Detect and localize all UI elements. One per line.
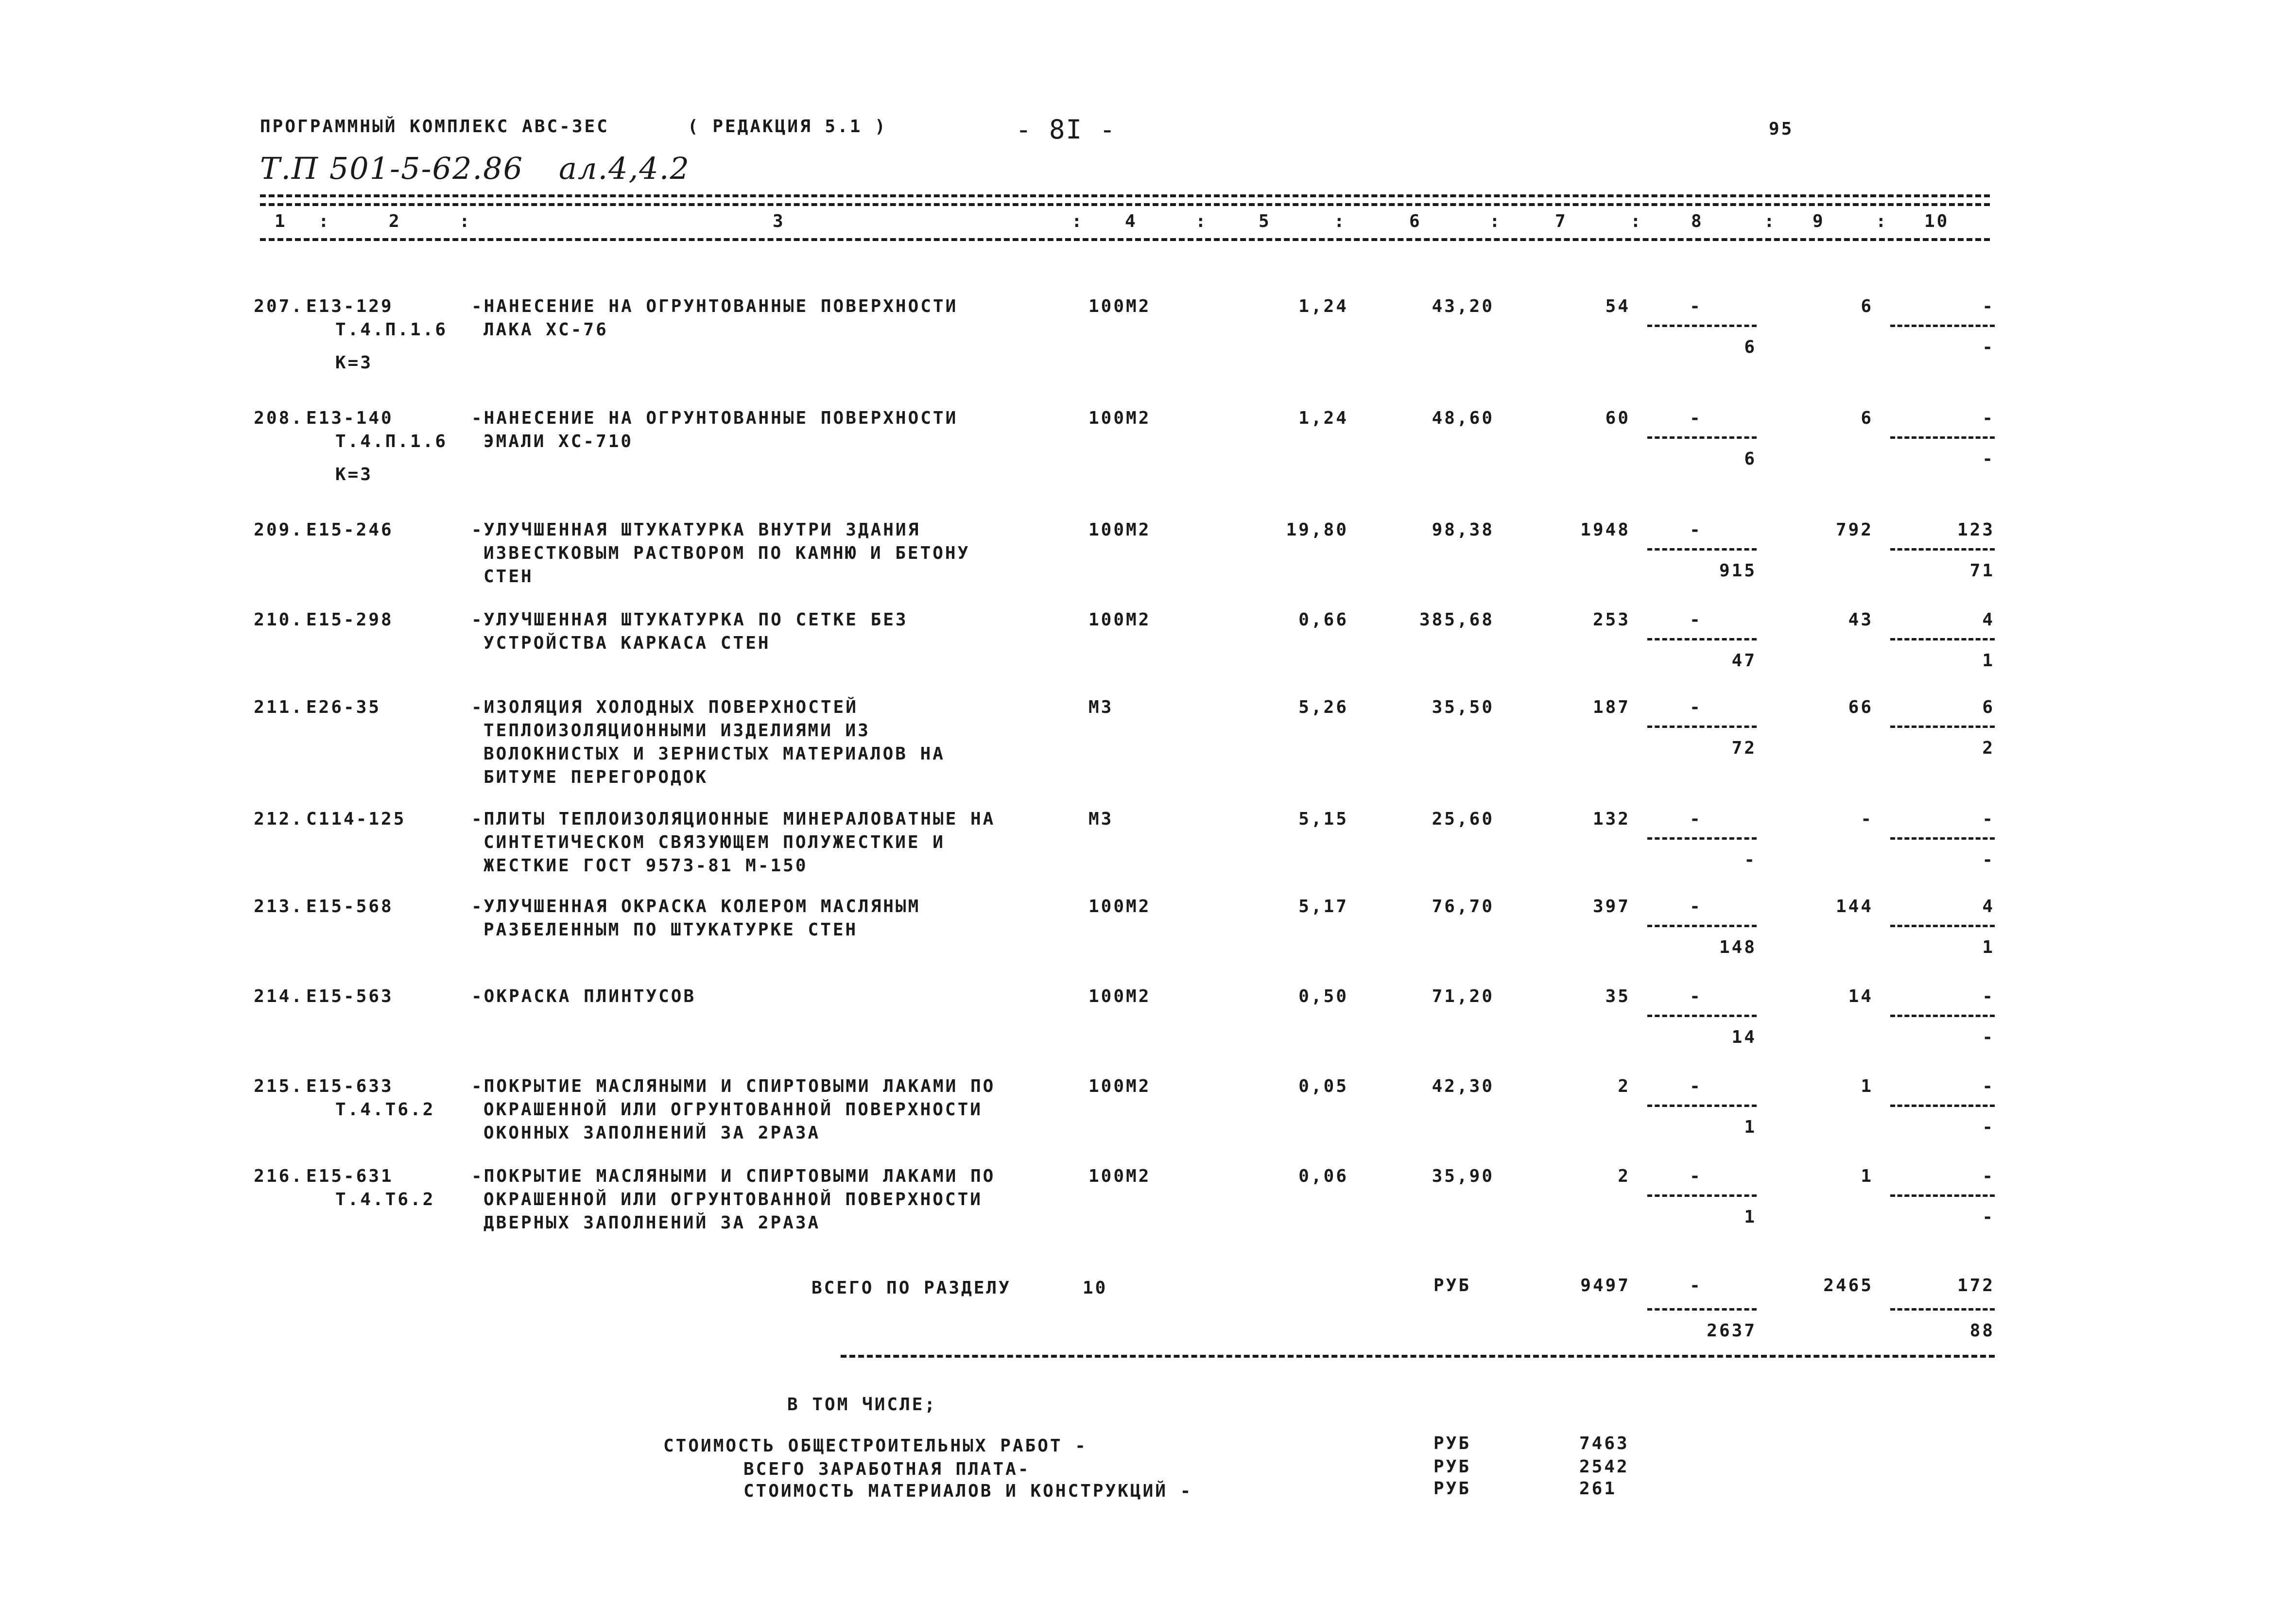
row-description-line: СИНТЕТИЧЕСКОМ СВЯЗУЮЩЕМ ПОЛУЖЕСТКИЕ И <box>483 832 945 852</box>
row-c8-divider <box>1647 638 1757 640</box>
row-description-line: ТЕПЛОИЗОЛЯЦИОННЫМИ ИЗДЕЛИЯМИ ИЗ <box>483 721 870 741</box>
doc-code: Т.П 501-5-62.86 <box>260 151 524 186</box>
row-c9: 66 <box>1848 697 1873 717</box>
row-code-note: Т.4.П.1.6 <box>335 320 448 340</box>
col-sep: : <box>1876 211 1888 231</box>
row-number: 215. <box>254 1076 304 1096</box>
col-sep: : <box>1630 211 1643 231</box>
summary-label-1: СТОИМОСТЬ ОБЩЕСТРОИТЕЛЬНЫХ РАБОТ - <box>663 1436 1088 1456</box>
row-c10-divider <box>1890 726 1995 728</box>
row-description-line: -ПОКРЫТИЕ МАСЛЯНЫМИ И СПИРТОВЫМИ ЛАКАМИ ПО <box>471 1076 996 1096</box>
row-quantity: 5,15 <box>1298 809 1348 829</box>
row-quantity: 0,05 <box>1298 1076 1348 1096</box>
total-c10-top: 172 <box>1957 1276 1995 1296</box>
row-code: Е13-129 <box>306 296 394 316</box>
row-coefficient: К=3 <box>335 353 373 373</box>
row-c10-bottom: - <box>1982 1027 1995 1047</box>
header-rule-top <box>260 194 1990 197</box>
row-description-line: ОКРАШЕННОЙ ИЛИ ОГРУНТОВАННОЙ ПОВЕРХНОСТИ <box>483 1190 983 1210</box>
row-number: 211. <box>254 697 304 717</box>
row-code: Е26-35 <box>306 697 381 717</box>
row-quantity: 1,24 <box>1298 296 1348 316</box>
row-description-line: ЭМАЛИ ХС-710 <box>483 432 634 451</box>
col-header-2: 2 <box>389 211 401 231</box>
row-c8-divider <box>1647 1015 1757 1017</box>
summary-label-3: СТОИМОСТЬ МАТЕРИАЛОВ И КОНСТРУКЦИЙ - <box>743 1481 1193 1501</box>
summary-label-2: ВСЕГО ЗАРАБОТНАЯ ПЛАТА- <box>743 1459 1031 1479</box>
row-description-line: ОКРАШЕННОЙ ИЛИ ОГРУНТОВАННОЙ ПОВЕРХНОСТИ <box>483 1100 983 1120</box>
row-quantity: 0,50 <box>1298 986 1348 1006</box>
row-c8-bottom: 6 <box>1744 337 1757 357</box>
row-number: 210. <box>254 610 304 630</box>
row-c10-divider <box>1890 925 1995 927</box>
row-quantity: 1,24 <box>1298 408 1348 428</box>
row-c8-top: - <box>1690 1166 1702 1186</box>
row-description-line: ВОЛОКНИСТЫХ И ЗЕРНИСТЫХ МАТЕРИАЛОВ НА <box>483 744 945 764</box>
row-c10-divider <box>1890 1015 1995 1017</box>
row-code: Е15-568 <box>306 897 394 916</box>
row-c8-bottom: 6 <box>1744 449 1757 469</box>
row-total-cost: 35 <box>1605 986 1630 1006</box>
row-c10-bottom: 1 <box>1982 651 1995 671</box>
row-total-cost: 253 <box>1592 610 1630 630</box>
row-c10-top: 4 <box>1982 897 1995 916</box>
row-quantity: 5,26 <box>1298 697 1348 717</box>
edition-label: ( РЕДАКЦИЯ 5.1 ) <box>688 117 887 137</box>
row-c10-bottom: 1 <box>1982 937 1995 957</box>
row-number: 213. <box>254 897 304 916</box>
program-title: ПРОГРАММНЫЙ КОМПЛЕКС АВС-3ЕС <box>260 117 609 137</box>
row-c9: 792 <box>1835 520 1873 540</box>
row-description-line: ЛАКА ХС-76 <box>483 320 608 340</box>
total-c8-bottom: 2637 <box>1707 1321 1757 1341</box>
row-description-line: -ПОКРЫТИЕ МАСЛЯНЫМИ И СПИРТОВЫМИ ЛАКАМИ ПО <box>471 1166 996 1186</box>
row-c9: 144 <box>1835 897 1873 916</box>
summary-value-1: 7463 <box>1579 1434 1629 1453</box>
row-number: 212. <box>254 809 304 829</box>
row-total-cost: 187 <box>1592 697 1630 717</box>
row-c10-divider <box>1890 436 1995 439</box>
col-header-3: 3 <box>773 211 785 231</box>
row-description-line: ЖЕСТКИЕ ГОСТ 9573-81 М-150 <box>483 856 808 876</box>
row-code: Е15-633 <box>306 1076 394 1096</box>
row-unit: 100М2 <box>1088 1166 1151 1186</box>
row-c10-bottom: - <box>1982 850 1995 870</box>
col-sep: : <box>459 211 472 231</box>
summary-unit-3: РУБ <box>1433 1479 1471 1499</box>
total-c8-top: - <box>1690 1276 1702 1296</box>
row-c8-divider <box>1647 436 1757 439</box>
total-c9: 2465 <box>1823 1276 1873 1296</box>
row-description-line: -НАНЕСЕНИЕ НА ОГРУНТОВАННЫЕ ПОВЕРХНОСТИ <box>471 296 958 316</box>
row-code-note: Т.4.Т6.2 <box>335 1190 435 1210</box>
row-number: 216. <box>254 1166 304 1186</box>
row-description-line: -УЛУЧШЕННАЯ ШТУКАТУРКА ПО СЕТКЕ БЕЗ <box>471 610 908 630</box>
row-c10-bottom: - <box>1982 1117 1995 1137</box>
row-c8-top: - <box>1690 408 1702 428</box>
row-c9: 1 <box>1861 1166 1873 1186</box>
row-code: Е13-140 <box>306 408 394 428</box>
row-c8-divider <box>1647 325 1757 327</box>
row-description-line: -УЛУЧШЕННАЯ ОКРАСКА КОЛЕРОМ МАСЛЯНЫМ <box>471 897 921 916</box>
row-total-cost: 2 <box>1618 1166 1630 1186</box>
total-c10-divider <box>1890 1308 1995 1311</box>
row-description-line: УСТРОЙСТВА КАРКАСА СТЕН <box>483 633 771 653</box>
row-description-line: -УЛУЧШЕННАЯ ШТУКАТУРКА ВНУТРИ ЗДАНИЯ <box>471 520 921 540</box>
summary-unit-1: РУБ <box>1433 1434 1471 1453</box>
row-number: 207. <box>254 296 304 316</box>
row-unit: 100М2 <box>1088 1076 1151 1096</box>
row-c8-bottom: 47 <box>1731 651 1757 671</box>
row-description-line: ИЗВЕСТКОВЫМ РАСТВОРОМ ПО КАМНЮ И БЕТОНУ <box>483 543 970 563</box>
row-c10-bottom: - <box>1982 1207 1995 1227</box>
row-description-line: ОКОННЫХ ЗАПОЛНЕНИЙ ЗА 2РАЗА <box>483 1123 821 1143</box>
row-unit-price: 48,60 <box>1432 408 1494 428</box>
row-c10-top: 123 <box>1957 520 1995 540</box>
row-c8-bottom: 1 <box>1744 1117 1757 1137</box>
total-unit: РУБ <box>1433 1276 1471 1296</box>
row-c8-divider <box>1647 925 1757 927</box>
header-rule-top-2 <box>260 203 1990 206</box>
row-c10-top: 4 <box>1982 610 1995 630</box>
row-c8-divider <box>1647 1105 1757 1107</box>
row-total-cost: 132 <box>1592 809 1630 829</box>
row-c8-top: - <box>1690 520 1702 540</box>
row-c10-top: - <box>1982 408 1995 428</box>
row-unit: 100М2 <box>1088 408 1151 428</box>
row-description-line: ДВЕРНЫХ ЗАПОЛНЕНИЙ ЗА 2РАЗА <box>483 1213 821 1233</box>
summary-unit-2: РУБ <box>1433 1457 1471 1477</box>
row-code: Е15-631 <box>306 1166 394 1186</box>
row-unit-price: 42,30 <box>1432 1076 1494 1096</box>
row-code: С114-125 <box>306 809 406 829</box>
row-c8-top: - <box>1690 296 1702 316</box>
row-unit-price: 385,68 <box>1419 610 1494 630</box>
col-header-4: 4 <box>1125 211 1138 231</box>
row-c8-top: - <box>1690 1076 1702 1096</box>
row-description-line: -ПЛИТЫ ТЕПЛОИЗОЛЯЦИОННЫЕ МИНЕРАЛОВАТНЫЕ НА <box>471 809 996 829</box>
col-sep: : <box>1489 211 1502 231</box>
col-sep: : <box>1334 211 1347 231</box>
total-section: 10 <box>1083 1278 1108 1298</box>
total-c10-bottom: 88 <box>1969 1321 1995 1341</box>
row-code: Е15-246 <box>306 520 394 540</box>
row-code-note: Т.4.Т6.2 <box>335 1100 435 1120</box>
col-header-5: 5 <box>1259 211 1271 231</box>
row-c8-divider <box>1647 837 1757 840</box>
row-quantity: 19,80 <box>1286 520 1348 540</box>
row-c8-bottom: 1 <box>1744 1207 1757 1227</box>
row-c8-bottom: 72 <box>1731 738 1757 758</box>
sheet-number: 95 <box>1769 119 1794 139</box>
row-c10-divider <box>1890 325 1995 327</box>
row-c10-divider <box>1890 638 1995 640</box>
row-quantity: 0,06 <box>1298 1166 1348 1186</box>
row-description-line: -ОКРАСКА ПЛИНТУСОВ <box>471 986 696 1006</box>
row-number: 214. <box>254 986 304 1006</box>
row-c9: 43 <box>1848 610 1873 630</box>
row-c10-divider <box>1890 837 1995 840</box>
row-c9: - <box>1861 809 1873 829</box>
total-c8-divider <box>1647 1308 1757 1311</box>
row-coefficient: К=3 <box>335 465 373 484</box>
row-c10-divider <box>1890 1194 1995 1197</box>
row-number: 208. <box>254 408 304 428</box>
col-sep: : <box>1071 211 1084 231</box>
row-c10-top: - <box>1982 1166 1995 1186</box>
row-c10-bottom: - <box>1982 449 1995 469</box>
col-header-8: 8 <box>1691 211 1704 231</box>
row-unit-price: 98,38 <box>1432 520 1494 540</box>
row-total-cost: 54 <box>1605 296 1630 316</box>
col-header-9: 9 <box>1813 211 1825 231</box>
row-code: Е15-563 <box>306 986 394 1006</box>
row-code-note: Т.4.П.1.6 <box>335 432 448 451</box>
row-c8-top: - <box>1690 809 1702 829</box>
row-unit-price: 43,20 <box>1432 296 1494 316</box>
row-c10-bottom: 71 <box>1969 561 1995 581</box>
row-total-cost: 397 <box>1592 897 1630 916</box>
row-c9: 14 <box>1848 986 1873 1006</box>
row-c8-top: - <box>1690 897 1702 916</box>
row-quantity: 0,66 <box>1298 610 1348 630</box>
row-c8-bottom: 915 <box>1719 561 1757 581</box>
row-c10-divider <box>1890 1105 1995 1107</box>
row-c10-top: - <box>1982 986 1995 1006</box>
row-unit-price: 71,20 <box>1432 986 1494 1006</box>
summary-value-2: 2542 <box>1579 1457 1629 1477</box>
row-unit: 100М2 <box>1088 520 1151 540</box>
row-c10-top: - <box>1982 1076 1995 1096</box>
row-quantity: 5,17 <box>1298 897 1348 916</box>
row-c8-bottom: - <box>1744 850 1757 870</box>
row-c10-top: - <box>1982 809 1995 829</box>
row-unit: М3 <box>1088 809 1114 829</box>
col-header-7: 7 <box>1555 211 1568 231</box>
row-c10-divider <box>1890 548 1995 551</box>
row-c10-top: 6 <box>1982 697 1995 717</box>
col-sep: : <box>1764 211 1777 231</box>
row-unit-price: 76,70 <box>1432 897 1494 916</box>
row-c8-divider <box>1647 548 1757 551</box>
row-c8-top: - <box>1690 610 1702 630</box>
row-description-line: СТЕН <box>483 567 534 587</box>
row-c10-top: - <box>1982 296 1995 316</box>
summary-heading: В ТОМ ЧИСЛЕ; <box>787 1395 937 1415</box>
col-header-6: 6 <box>1409 211 1422 231</box>
row-c9: 1 <box>1861 1076 1873 1096</box>
col-header-10: 10 <box>1924 211 1950 231</box>
row-c8-top: - <box>1690 697 1702 717</box>
row-c8-bottom: 148 <box>1719 937 1757 957</box>
row-c8-bottom: 14 <box>1731 1027 1757 1047</box>
header-rule-bottom <box>260 238 1990 241</box>
row-unit: М3 <box>1088 697 1114 717</box>
row-unit: 100М2 <box>1088 986 1151 1006</box>
total-label: ВСЕГО ПО РАЗДЕЛУ <box>811 1278 1011 1298</box>
col-sep: : <box>318 211 331 231</box>
row-unit: 100М2 <box>1088 610 1151 630</box>
row-unit-price: 35,90 <box>1432 1166 1494 1186</box>
row-total-cost: 1948 <box>1580 520 1630 540</box>
row-unit: 100М2 <box>1088 897 1151 916</box>
row-number: 209. <box>254 520 304 540</box>
total-amount: 9497 <box>1580 1276 1630 1296</box>
page-number: - 8I - <box>1016 114 1117 145</box>
col-sep: : <box>1195 211 1208 231</box>
row-code: Е15-298 <box>306 610 394 630</box>
row-c10-bottom: - <box>1982 337 1995 357</box>
summary-value-3: 261 <box>1579 1479 1617 1499</box>
row-c8-top: - <box>1690 986 1702 1006</box>
row-unit-price: 35,50 <box>1432 697 1494 717</box>
total-rule <box>841 1355 1995 1358</box>
row-unit: 100М2 <box>1088 296 1151 316</box>
row-description-line: -НАНЕСЕНИЕ НА ОГРУНТОВАННЫЕ ПОВЕРХНОСТИ <box>471 408 958 428</box>
row-description-line: -ИЗОЛЯЦИЯ ХОЛОДНЫХ ПОВЕРХНОСТЕЙ <box>471 697 858 717</box>
row-unit-price: 25,60 <box>1432 809 1494 829</box>
doc-handwritten-note: ал.4,4.2 <box>559 151 690 186</box>
row-total-cost: 2 <box>1618 1076 1630 1096</box>
row-c9: 6 <box>1861 296 1873 316</box>
row-description-line: БИТУМЕ ПЕРЕГОРОДОК <box>483 767 708 787</box>
row-description-line: РАЗБЕЛЕННЫМ ПО ШТУКАТУРКЕ СТЕН <box>483 920 858 940</box>
row-c8-divider <box>1647 726 1757 728</box>
row-c9: 6 <box>1861 408 1873 428</box>
row-c10-bottom: 2 <box>1982 738 1995 758</box>
row-c8-divider <box>1647 1194 1757 1197</box>
col-header-1: 1 <box>275 211 287 231</box>
row-total-cost: 60 <box>1605 408 1630 428</box>
